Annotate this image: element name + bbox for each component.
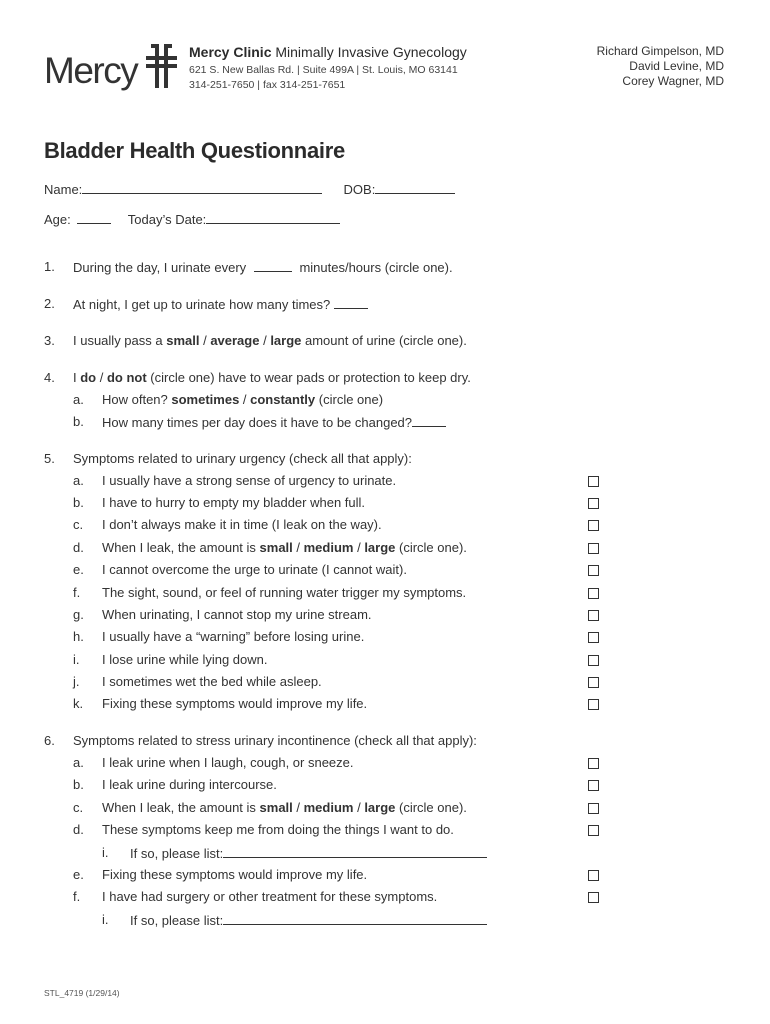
checkbox[interactable] [588, 632, 599, 643]
item-text: Fixing these symptoms would improve my life. [102, 867, 368, 882]
doctor-name: David Levine, MD [629, 59, 724, 73]
item-letter: e. [73, 562, 84, 577]
checkbox[interactable] [588, 520, 599, 531]
logo-wordmark: Mercy [44, 50, 138, 91]
doctor-name: Corey Wagner, MD [622, 74, 724, 88]
name-dob-row [44, 181, 455, 197]
item-text: I lose urine while lying down. [102, 652, 268, 667]
clinic-phone: 314-251-7650 | fax 314-251-7651 [189, 79, 346, 92]
option-small[interactable]: small [166, 333, 200, 348]
item-text: I usually have a strong sense of urgency to urinate. [102, 473, 397, 488]
question-text: I usually pass a small / average / large amount of urine (circle one). [73, 333, 467, 348]
item-letter: a. [73, 392, 84, 407]
checkbox[interactable] [588, 758, 599, 769]
item-text: I usually have a “warning” before losing urine. [102, 629, 365, 644]
question-text: I do / do not (circle one) have to wear pads or protection to keep dry. [73, 370, 471, 385]
age-label: Age: [44, 212, 71, 227]
item-letter: g. [73, 607, 84, 622]
item-text: I leak urine when I laugh, cough, or sneeze. [102, 755, 354, 770]
item-letter: b. [73, 777, 84, 792]
question-number: 3. [44, 333, 55, 348]
clinic-name-rest: Minimally Invasive Gynecology [271, 44, 467, 60]
checkbox[interactable] [588, 677, 599, 688]
question-text: Symptoms related to stress urinary incontinence (check all that apply): [73, 733, 477, 748]
question-number: 4. [44, 370, 55, 385]
item-letter: a. [73, 755, 84, 770]
item-text: I have had surgery or other treatment for these symptoms. [102, 889, 438, 904]
item-letter: h. [73, 629, 84, 644]
item-letter: f. [73, 585, 81, 600]
question-number: 6. [44, 733, 55, 748]
option-small[interactable]: small [259, 540, 293, 555]
item-letter: d. [73, 540, 84, 555]
cross-icon [142, 44, 182, 88]
please-list-field[interactable] [223, 845, 487, 858]
option-do[interactable]: do [80, 370, 97, 385]
dob-label: DOB: [343, 182, 376, 197]
question-text: During the day, I urinate every minutes/hours (circle one). [73, 260, 453, 275]
option-constantly[interactable]: constantly [250, 392, 316, 407]
checkbox[interactable] [588, 655, 599, 666]
item-text: If so, please list: [130, 845, 487, 861]
question-text: Symptoms related to urinary urgency (check all that apply): [73, 451, 412, 466]
checkbox[interactable] [588, 780, 599, 791]
doctor-name: Richard Gimpelson, MD [596, 44, 724, 58]
clinic-info [189, 44, 467, 92]
item-text: These symptoms keep me from doing the things I want to do. [102, 822, 454, 837]
item-letter: k. [73, 696, 84, 711]
checkbox[interactable] [588, 588, 599, 599]
checkbox[interactable] [588, 892, 599, 903]
item-letter: b. [73, 414, 84, 429]
checkbox[interactable] [588, 803, 599, 814]
clinic-address: 621 S. New Ballas Rd. | Suite 499A | St. Louis, MO 63141 [189, 63, 458, 76]
checkbox[interactable] [588, 498, 599, 509]
checkbox[interactable] [588, 543, 599, 554]
option-do-not[interactable]: do not [106, 370, 147, 385]
item-text: Fixing these symptoms would improve my life. [102, 696, 368, 711]
clinic-name-bold: Mercy Clinic [189, 44, 272, 60]
date-label: Today’s Date: [127, 212, 207, 227]
checkbox[interactable] [588, 565, 599, 576]
age-field[interactable] [77, 211, 111, 224]
item-letter: i. [102, 912, 109, 927]
option-large[interactable]: large [364, 540, 396, 555]
item-letter: j. [73, 674, 80, 689]
checkbox[interactable] [588, 870, 599, 881]
clinic-name [189, 44, 467, 61]
item-letter: i. [102, 845, 109, 860]
question-number: 2. [44, 296, 55, 311]
item-text: The sight, sound, or feel of running water trigger my symptoms. [102, 585, 467, 600]
frequency-field[interactable] [254, 259, 292, 272]
question-number: 5. [44, 451, 55, 466]
option-small[interactable]: small [259, 800, 293, 815]
checkbox[interactable] [588, 610, 599, 621]
age-date-row [44, 211, 340, 227]
checkbox[interactable] [588, 825, 599, 836]
item-letter: b. [73, 495, 84, 510]
item-text: If so, please list: [130, 912, 487, 928]
option-sometimes[interactable]: sometimes [171, 392, 240, 407]
item-letter: c. [73, 517, 84, 532]
date-field[interactable] [206, 211, 340, 224]
option-medium[interactable]: medium [303, 540, 354, 555]
item-text: I leak urine during intercourse. [102, 777, 277, 792]
item-letter: i. [73, 652, 80, 667]
name-field[interactable] [82, 181, 322, 194]
option-large[interactable]: large [364, 800, 396, 815]
item-text: I don’t always make it in time (I leak on the way). [102, 517, 382, 532]
item-letter: f. [73, 889, 81, 904]
item-text: When urinating, I cannot stop my urine stream. [102, 607, 372, 622]
mercy-logo [44, 44, 179, 100]
checkbox[interactable] [588, 699, 599, 710]
option-medium[interactable]: medium [303, 800, 354, 815]
item-text: How many times per day does it have to be changed? [102, 414, 446, 430]
question-number: 1. [44, 259, 55, 274]
doctor-list [597, 44, 724, 89]
form-code: STL_4719 (1/29/14) [44, 988, 120, 998]
name-label: Name: [44, 182, 83, 197]
item-letter: e. [73, 867, 84, 882]
item-letter: c. [73, 800, 84, 815]
question-text: At night, I get up to urinate how many times? [73, 296, 368, 312]
item-letter: a. [73, 473, 84, 488]
checkbox[interactable] [588, 476, 599, 487]
option-average[interactable]: average [210, 333, 260, 348]
please-list-field[interactable] [223, 912, 487, 925]
item-text: I have to hurry to empty my bladder when full. [102, 495, 366, 510]
dob-field[interactable] [375, 181, 455, 194]
night-count-field[interactable] [334, 296, 368, 309]
item-text: I cannot overcome the urge to urinate (I cannot wait). [102, 562, 407, 577]
form-title: Bladder Health Questionnaire [44, 138, 345, 163]
changes-per-day-field[interactable] [412, 414, 446, 427]
item-text: How often? sometimes / constantly (circle one) [102, 392, 384, 407]
option-large[interactable]: large [270, 333, 302, 348]
item-text: When I leak, the amount is small / medium / large (circle one). [102, 540, 467, 555]
item-text: I sometimes wet the bed while asleep. [102, 674, 322, 689]
item-letter: d. [73, 822, 84, 837]
item-text: When I leak, the amount is small / medium / large (circle one). [102, 800, 467, 815]
